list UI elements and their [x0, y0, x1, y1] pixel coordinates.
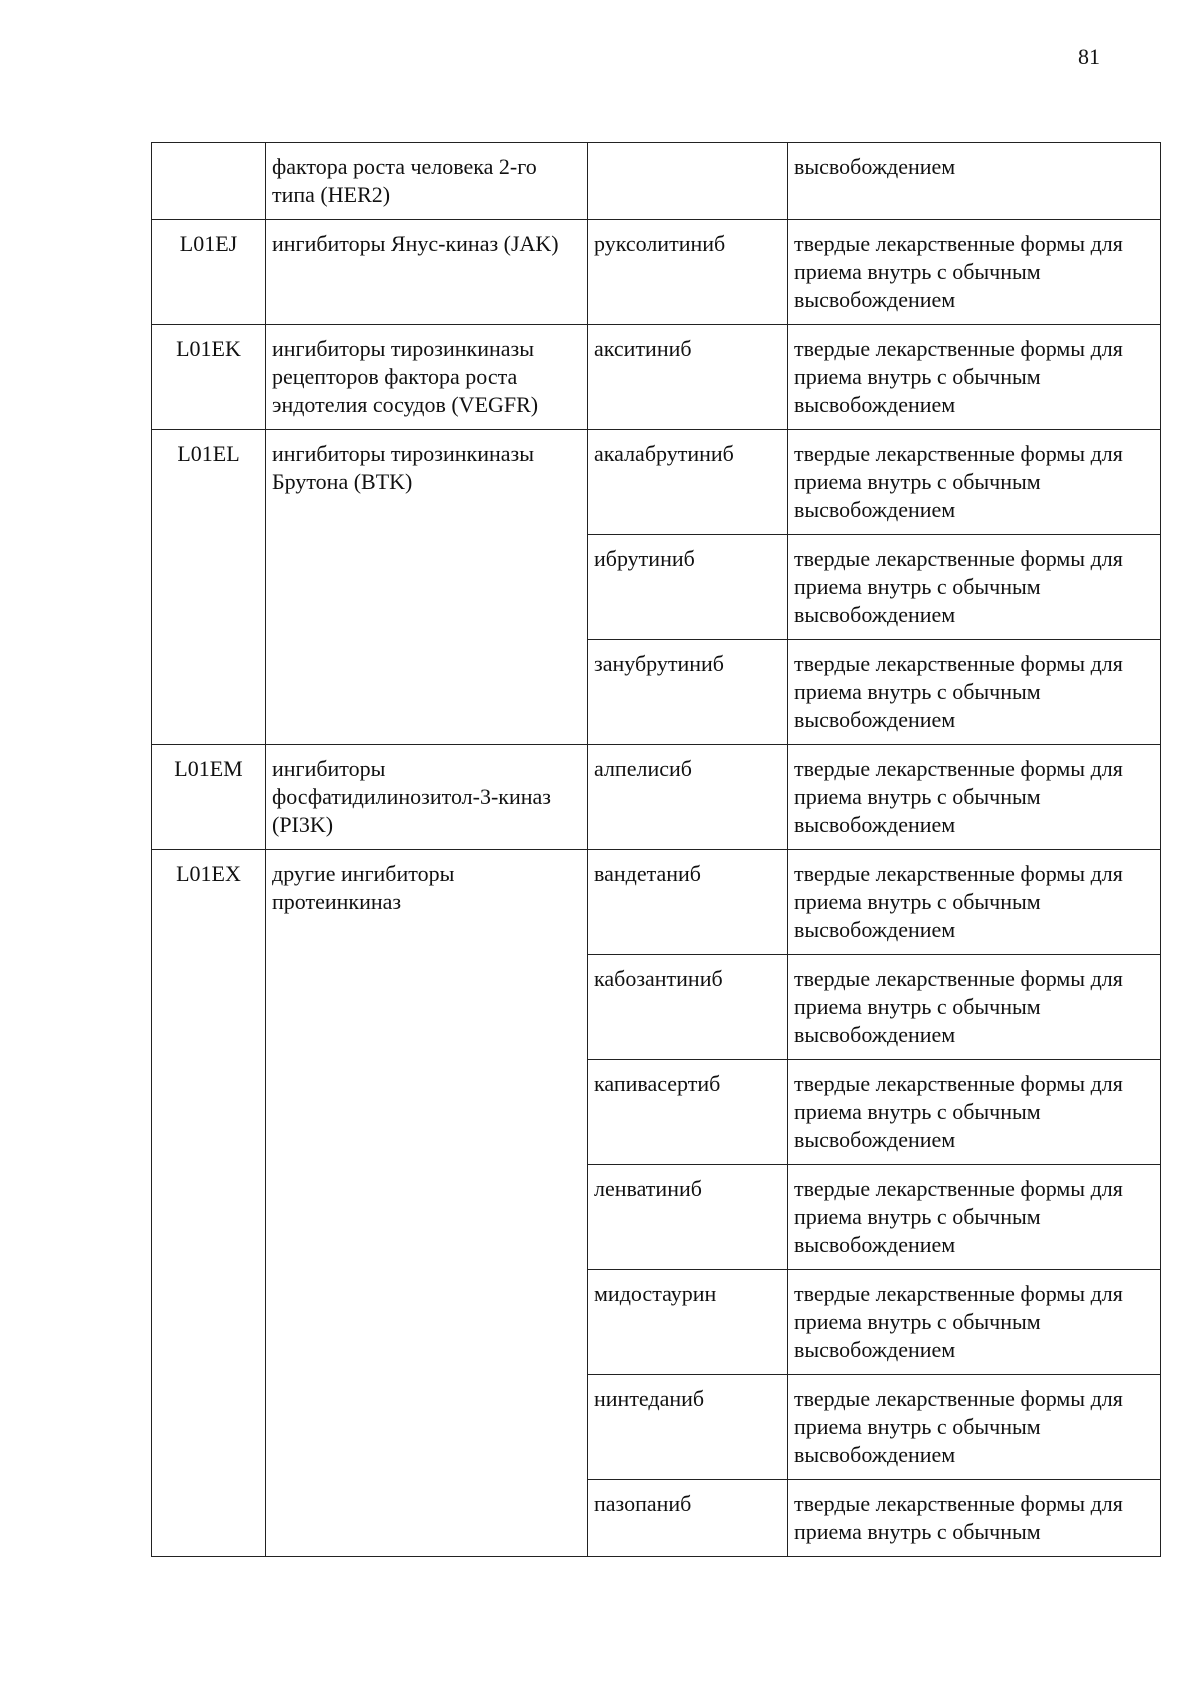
dosage-form-cell: твердые лекарственные формы для приема внутрь с обычным высвобождением — [788, 745, 1161, 850]
dosage-form-cell: твердые лекарственные формы для приема внутрь с обычным высвобождением — [788, 220, 1161, 325]
drug-name-cell: капивасертиб — [588, 1060, 788, 1165]
drug-name-cell: занубрутиниб — [588, 640, 788, 745]
drug-name-cell: нинтеданиб — [588, 1375, 788, 1480]
pharmacological-group-cell: ингибиторы фосфатидилинозитол-3-киназ (PI3K) — [266, 745, 588, 850]
dosage-form-cell: твердые лекарственные формы для приема внутрь с обычным высвобождением — [788, 325, 1161, 430]
drug-name-cell: алпелисиб — [588, 745, 788, 850]
table-row — [152, 430, 1161, 535]
page-number: 81 — [1078, 44, 1100, 69]
atc-code-cell: L01EX — [152, 850, 266, 1557]
dosage-form-cell: твердые лекарственные формы для приема внутрь с обычным высвобождением — [788, 1165, 1161, 1270]
dosage-form-cell: высвобождением — [788, 143, 1161, 220]
table-row — [152, 745, 1161, 850]
atc-code-cell: L01EK — [152, 325, 266, 430]
pharmacological-group-cell: другие ингибиторы протеинкиназ — [266, 850, 588, 1557]
dosage-form-cell: твердые лекарственные формы для приема внутрь с обычным высвобождением — [788, 1270, 1161, 1375]
pharmacological-group-cell: фактора роста человека 2-го типа (HER2) — [266, 143, 588, 220]
dosage-form-cell: твердые лекарственные формы для приема внутрь с обычным высвобождением — [788, 535, 1161, 640]
atc-code-cell — [152, 143, 266, 220]
drug-name-cell: акалабрутиниб — [588, 430, 788, 535]
drug-name-cell: руксолитиниб — [588, 220, 788, 325]
drug-name-cell: пазопаниб — [588, 1480, 788, 1557]
drug-name-cell: мидостаурин — [588, 1270, 788, 1375]
atc-drug-table — [151, 142, 1161, 1557]
dosage-form-cell: твердые лекарственные формы для приема внутрь с обычным высвобождением — [788, 430, 1161, 535]
table-row — [152, 850, 1161, 955]
drug-name-cell: акситиниб — [588, 325, 788, 430]
drug-name-cell: ибрутиниб — [588, 535, 788, 640]
dosage-form-cell: твердые лекарственные формы для приема внутрь с обычным — [788, 1480, 1161, 1557]
table-body — [152, 143, 1161, 1557]
drug-name-cell — [588, 143, 788, 220]
dosage-form-cell: твердые лекарственные формы для приема внутрь с обычным высвобождением — [788, 640, 1161, 745]
table-row — [152, 143, 1161, 220]
dosage-form-cell: твердые лекарственные формы для приема внутрь с обычным высвобождением — [788, 1060, 1161, 1165]
atc-code-cell: L01EM — [152, 745, 266, 850]
atc-code-cell: L01EL — [152, 430, 266, 745]
atc-code-cell: L01EJ — [152, 220, 266, 325]
dosage-form-cell: твердые лекарственные формы для приема внутрь с обычным высвобождением — [788, 955, 1161, 1060]
pharmacological-group-cell: ингибиторы тирозинкиназы Брутона (BTK) — [266, 430, 588, 745]
drug-name-cell: вандетаниб — [588, 850, 788, 955]
dosage-form-cell: твердые лекарственные формы для приема внутрь с обычным высвобождением — [788, 1375, 1161, 1480]
table-row — [152, 325, 1161, 430]
drug-name-cell: кабозантиниб — [588, 955, 788, 1060]
pharmacological-group-cell: ингибиторы тирозинкиназы рецепторов фактора роста эндотелия сосудов (VEGFR) — [266, 325, 588, 430]
drug-name-cell: ленватиниб — [588, 1165, 788, 1270]
dosage-form-cell: твердые лекарственные формы для приема внутрь с обычным высвобождением — [788, 850, 1161, 955]
table-row — [152, 220, 1161, 325]
pharmacological-group-cell: ингибиторы Янус-киназ (JAK) — [266, 220, 588, 325]
